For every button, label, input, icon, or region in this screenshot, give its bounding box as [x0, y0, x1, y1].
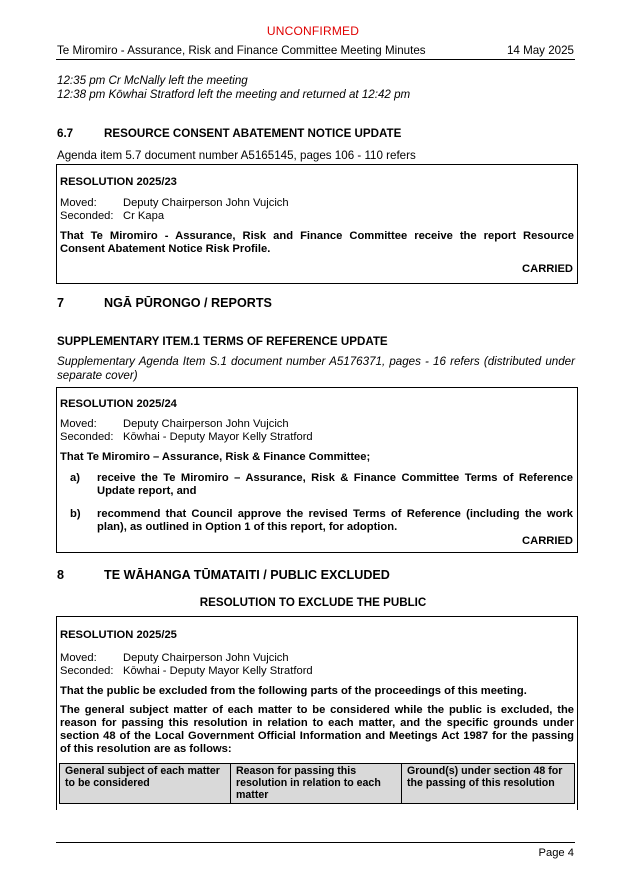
- section-number: 7: [57, 296, 65, 310]
- list-item-text: receive the Te Miromiro – Assurance, Risk & Finance Committee Terms of Reference Update report, and: [97, 472, 573, 497]
- moved-label: Moved:: [60, 652, 97, 664]
- running-header-title: Te Miromiro - Assurance, Risk and Finance Committee Meeting Minutes: [57, 44, 426, 57]
- list-letter: b): [70, 508, 81, 520]
- seconded-name: Kōwhai - Deputy Mayor Kelly Stratford: [123, 665, 313, 677]
- resolution-title: RESOLUTION 2025/23: [60, 176, 177, 188]
- moved-line: [60, 197, 289, 210]
- section-number: 8: [57, 568, 65, 582]
- item-number: 6.7: [57, 127, 74, 140]
- table-header-row: [60, 764, 575, 804]
- list-letter: a): [70, 472, 80, 484]
- table-header-cell: Ground(s) under section 48 for the passing of this resolution: [402, 764, 575, 804]
- header-rule: [56, 59, 575, 60]
- seconded-line: [60, 431, 313, 444]
- section-title: TE WĀHANGA TŪMATAITI / PUBLIC EXCLUDED: [104, 568, 390, 582]
- attendance-note: 12:38 pm Kōwhai Stratford left the meeting and returned at 12:42 pm: [57, 88, 411, 101]
- attendance-note: 12:35 pm Cr McNally left the meeting: [57, 74, 248, 87]
- resolution-paragraph: The general subject matter of each matter to be considered while the public is excluded, the reason for passing this resolution in relation to each matter, and the specific grounds under section 48 of the Local Government Official Information and Meetings Act 1987 for the passing of this resolution are as follows:: [60, 704, 574, 755]
- seconded-line: [60, 665, 313, 678]
- resolution-intro: That Te Miromiro – Assurance, Risk & Finance Committee;: [60, 451, 371, 463]
- resolution-box: [56, 164, 578, 284]
- status-carried: CARRIED: [522, 535, 573, 547]
- supplementary-item-refers: Supplementary Agenda Item S.1 document number A5176371, pages - 16 refers (distributed under separate cover): [57, 355, 575, 382]
- resolution-title: RESOLUTION 2025/24: [60, 398, 177, 410]
- seconded-label: Seconded:: [60, 665, 114, 677]
- resolution-title: RESOLUTION 2025/25: [60, 629, 177, 641]
- seconded-name: Kōwhai - Deputy Mayor Kelly Stratford: [123, 431, 313, 443]
- item-refers: Agenda item 5.7 document number A5165145, pages 106 - 110 refers: [57, 149, 416, 162]
- status-carried: CARRIED: [522, 263, 573, 275]
- running-header-date: 14 May 2025: [506, 44, 574, 57]
- watermark-unconfirmed: UNCONFIRMED: [266, 24, 360, 38]
- table-header-cell: General subject of each matter to be considered: [60, 764, 231, 804]
- table-header-cell: Reason for passing this resolution in relation to each matter: [231, 764, 402, 804]
- resolution-box: [56, 387, 578, 553]
- moved-name: Deputy Chairperson John Vujcich: [123, 652, 289, 664]
- list-item-text: recommend that Council approve the revised Terms of Reference (including the work plan), as outlined in Option 1 of this report, for adoption.: [97, 508, 573, 533]
- section-title: NGĀ PŪRONGO / REPORTS: [104, 296, 272, 310]
- exclusion-table: [59, 763, 575, 804]
- seconded-label: Seconded:: [60, 210, 114, 222]
- item-title: RESOURCE CONSENT ABATEMENT NOTICE UPDATE: [104, 127, 402, 140]
- supplementary-item-title: SUPPLEMENTARY ITEM.1 TERMS OF REFERENCE UPDATE: [57, 335, 388, 348]
- page-number: Page 4: [538, 847, 574, 859]
- footer-rule: [56, 842, 575, 843]
- seconded-line: [60, 210, 164, 223]
- seconded-label: Seconded:: [60, 431, 114, 443]
- moved-line: [60, 652, 289, 665]
- seconded-name: Cr Kapa: [123, 210, 165, 222]
- moved-line: [60, 418, 289, 431]
- moved-name: Deputy Chairperson John Vujcich: [123, 197, 289, 209]
- moved-name: Deputy Chairperson John Vujcich: [123, 418, 289, 430]
- section-subtitle: RESOLUTION TO EXCLUDE THE PUBLIC: [199, 596, 427, 609]
- moved-label: Moved:: [60, 418, 97, 430]
- resolution-paragraph: That the public be excluded from the following parts of the proceedings of this meeting.: [60, 685, 527, 697]
- moved-label: Moved:: [60, 197, 97, 209]
- resolution-text: That Te Miromiro - Assurance, Risk and Finance Committee receive the report Resource Consent Abatement Notice Risk Profile.: [60, 230, 574, 255]
